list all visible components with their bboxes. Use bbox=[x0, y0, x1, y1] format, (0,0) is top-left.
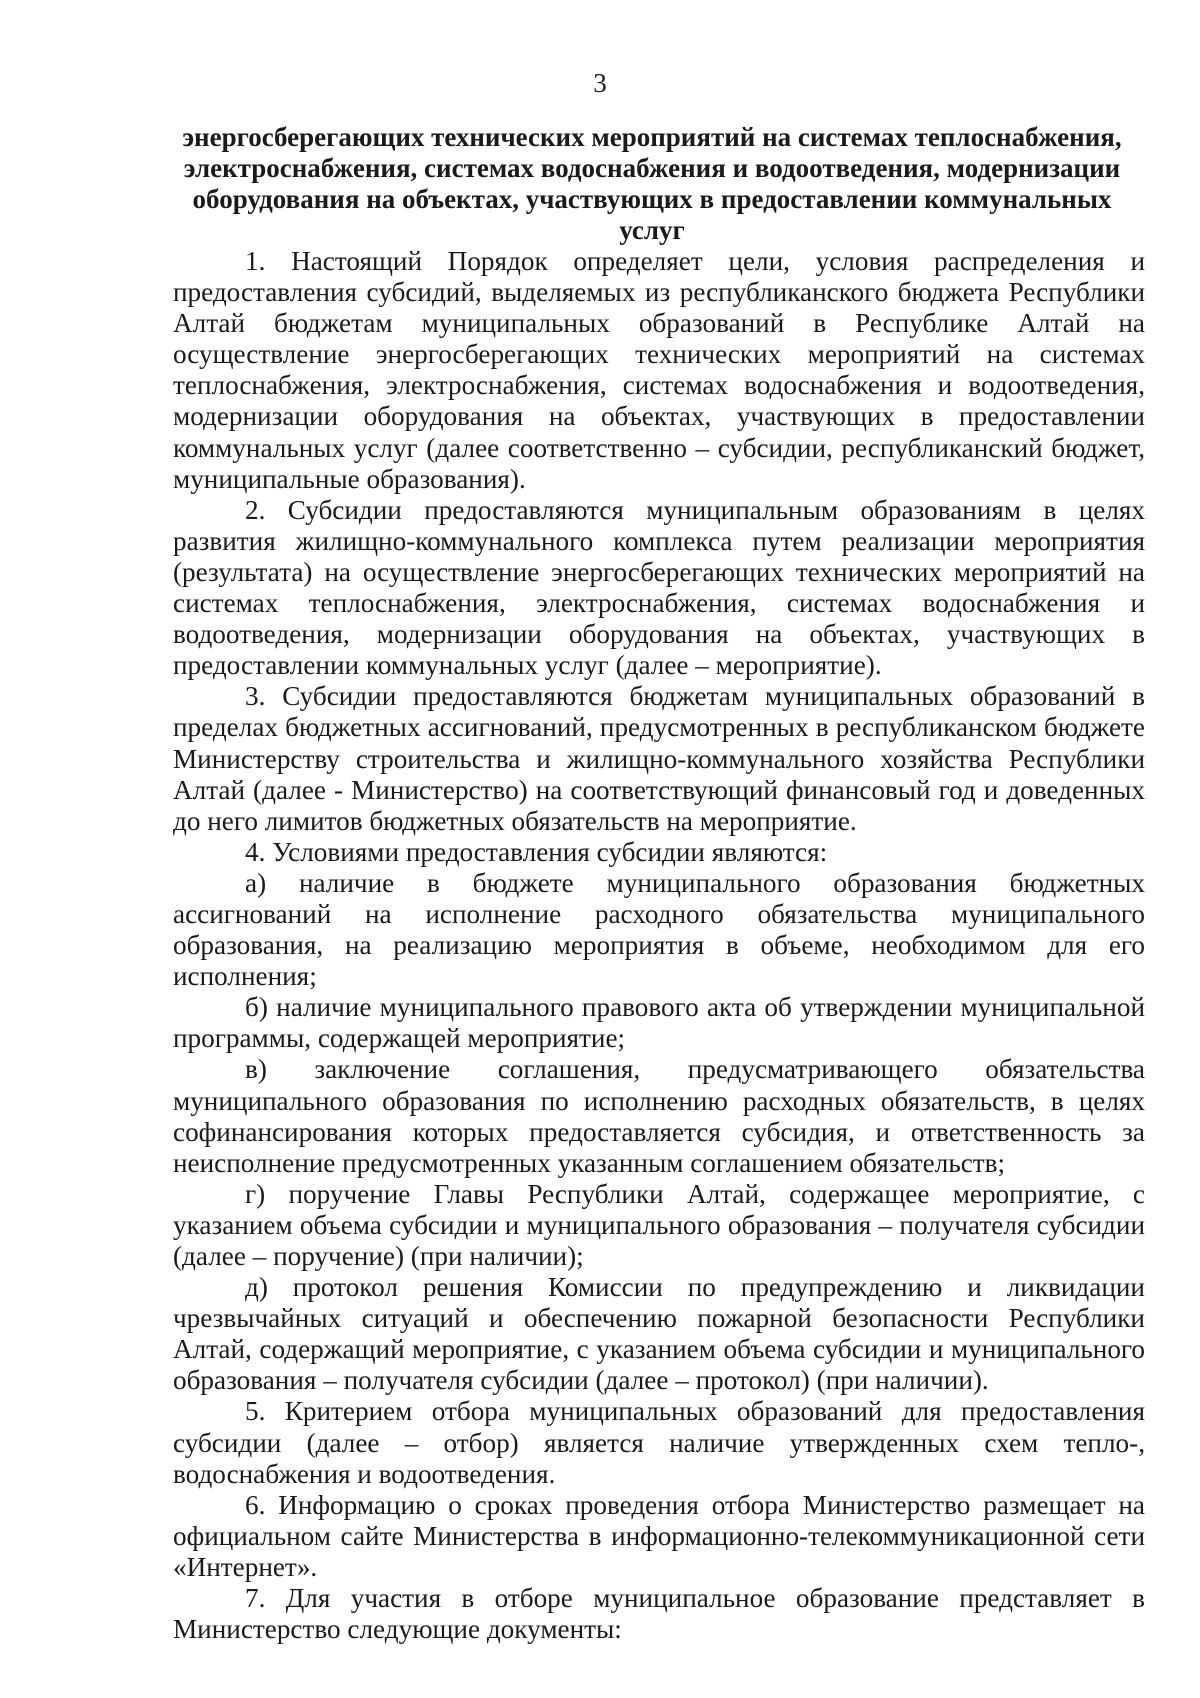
heading-line-2: электроснабжения, системах водоснабжения и водоотведения, модернизации bbox=[183, 153, 1121, 183]
paragraph-1: 1. Настоящий Порядок определяет цели, условия распределения и предоставления субсидий, выделяемых из республиканского бюджета Республики Алтай бюджетам муниципальных образований в Республике Алтай на осуществление энергосберегающих технических мероприятий на системах теплоснабжения, электроснабжения, системах водоснабжения и водоотведения, модернизации оборудования на объектах, участвующих в предоставлении коммунальных услуг (далее соответственно – субсидии, республиканский бюджет, муниципальные образования). bbox=[173, 246, 1145, 494]
paragraph-3: 3. Субсидии предоставляются бюджетам муниципальных образований в пределах бюджетных ассигнований, предусмотренных в республиканском бюджете Министерству строительства и жилищно-коммунального хозяйства Республики Алтай (далее - Министерство) на соответствующий финансовый год и доведенных до него лимитов бюджетных обязательств на мероприятие. bbox=[173, 681, 1145, 836]
paragraph-4v: в) заключение соглашения, предусматривающего обязательства муниципального образования по исполнению расходных обязательств, в целях софинансирования которых предоставляется субсидия, и ответственность за неисполнение предусмотренных указанным соглашением обязательств; bbox=[173, 1054, 1145, 1178]
paragraph-4: 4. Условиями предоставления субсидии являются: bbox=[245, 836, 828, 867]
heading-line-3: оборудования на объектах, участвующих в предоставлении коммунальных услуг bbox=[192, 184, 1112, 245]
document-body bbox=[173, 246, 1145, 1645]
paragraph-4b: б) наличие муниципального правового акта об утверждении муниципальной программы, содержащей мероприятие; bbox=[173, 992, 1145, 1054]
paragraph-2: 2. Субсидии предоставляются муниципальным образованиям в целях развития жилищно-коммунального комплекса путем реализации мероприятия (результата) на осуществление энергосберегающих технических мероприятий на системах теплоснабжения, электроснабжения, системах водоснабжения и водоотведения, модернизации оборудования на объектах, участвующих в предоставлении коммунальных услуг (далее – мероприятие). bbox=[173, 494, 1145, 681]
paragraph-7: 7. Для участия в отборе муниципальное образование представляет в Министерство следующие документы: bbox=[173, 1583, 1145, 1645]
paragraph-4a: а) наличие в бюджете муниципального образования бюджетных ассигнований на исполнение расходного обязательства муниципального образования, на реализацию мероприятия в объеме, необходимом для его исполнения; bbox=[173, 867, 1145, 992]
paragraph-6: 6. Информацию о сроках проведения отбора Министерство размещает на официальном сайте Министерства в информационно-телекоммуникационной сети «Интернет». bbox=[173, 1489, 1145, 1582]
paragraph-5: 5. Критерием отбора муниципальных образований для предоставления субсидии (далее – отбор) является наличие утвержденных схем тепло-, водоснабжения и водоотведения. bbox=[173, 1396, 1145, 1489]
page-number: 3 bbox=[593, 68, 607, 98]
document-heading bbox=[172, 122, 1132, 246]
paragraph-4g: г) поручение Главы Республики Алтай, содержащее мероприятие, с указанием объема субсидии и муниципального образования – получателя субсидии (далее – поручение) (при наличии); bbox=[173, 1178, 1145, 1271]
heading-line-1: энергосберегающих технических мероприятий на системах теплоснабжения, bbox=[182, 122, 1122, 152]
paragraph-4d: д) протокол решения Комиссии по предупреждению и ликвидации чрезвычайных ситуаций и обеспечению пожарной безопасности Республики Алтай, содержащий мероприятие, с указанием объема субсидии и муниципального образования – получателя субсидии (далее – протокол) (при наличии). bbox=[173, 1272, 1145, 1396]
